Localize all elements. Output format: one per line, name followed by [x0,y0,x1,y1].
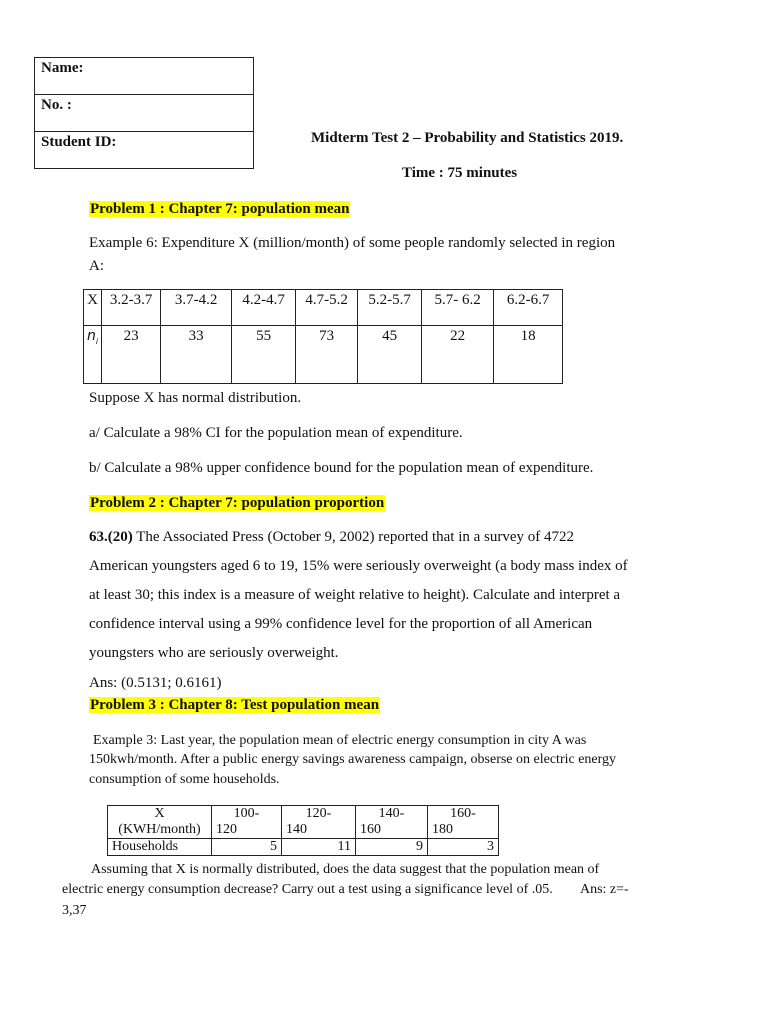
interval-cell: 3.7-4.2 [161,290,232,326]
problem3-heading: Problem 3 : Chapter 8: Test population mean [90,697,380,713]
problem1-example-line2: A: [89,258,104,274]
problem2-answer: Ans: (0.5131; 0.6161) [89,675,222,691]
interval-cell: 140- 160 [356,806,428,839]
student-id-label: Student ID: [35,132,254,169]
problem1-part-a: a/ Calculate a 98% CI for the population mean of expenditure. [89,425,463,441]
problem3-example-line3: consumption of some households. [89,772,280,787]
expenditure-table [83,289,563,384]
households-cell: 3 [428,839,499,856]
count-cell: 22 [422,326,494,384]
problem3-example-line1: Example 3: Last year, the population mean of electric energy consumption in city A was [93,733,587,748]
interval-cell: 5.2-5.7 [358,290,422,326]
x-kwh-header: X (KWH/month) [108,806,212,839]
name-label: Name: [35,58,254,95]
student-info-box [34,57,254,169]
interval-cell: 6.2-6.7 [494,290,563,326]
count-cell: 45 [358,326,422,384]
consumption-table [107,805,499,856]
count-cell: 33 [161,326,232,384]
n-header: $n_i$ [84,326,102,384]
households-cell: 5 [212,839,282,856]
problem1-example-line1: Example 6: Expenditure X (million/month) of some people randomly selected in region [89,235,616,251]
count-cell: 18 [494,326,563,384]
problem1-heading: Problem 1 : Chapter 7: population mean [90,201,350,217]
problem3-question-line3: 3,37 [62,903,87,918]
households-cell: 9 [356,839,428,856]
interval-cell: 5.7- 6.2 [422,290,494,326]
exam-title: Midterm Test 2 – Probability and Statistics 2019. [311,130,624,146]
problem3-example-line2: 150kwh/month. After a public energy savings awareness campaign, obserse on electric energy [89,752,617,767]
problem1-part-b: b/ Calculate a 98% upper confidence bound for the population mean of expenditure. [89,460,594,476]
number-label: No. : [35,95,254,132]
count-cell: 73 [296,326,358,384]
count-cell: 23 [102,326,161,384]
problem2-number: 63.(20) [89,529,133,545]
problem2-line3: at least 30; this index is a measure of weight relative to height). Calculate and interpret a [89,587,621,603]
problem3-question-line2: electric energy consumption decrease? Carry out a test using a significance level of .05. Ans: z=- [62,882,629,897]
exam-time: Time : 75 minutes [402,165,518,181]
interval-cell: 160- 180 [428,806,499,839]
problem2-line2: American youngsters aged 6 to 19, 15% were seriously overweight (a body mass index of [89,558,628,574]
x-header: X [84,290,102,326]
problem2-line4: confidence interval using a 99% confidence level for the proportion of all American [89,616,593,632]
interval-cell: 4.7-5.2 [296,290,358,326]
households-cell: 11 [282,839,356,856]
problem1-suppose: Suppose X has normal distribution. [89,390,302,406]
problem2-line1: 63.(20) The Associated Press (October 9, 2002) reported that in a survey of 4722 [89,529,575,545]
households-label: Households [108,839,212,856]
count-cell: 55 [232,326,296,384]
problem3-question-line1: Assuming that X is normally distributed, does the data suggest that the population mean of [91,862,600,877]
problem2-line5: youngsters who are seriously overweight. [89,645,339,661]
interval-cell: 120- 140 [282,806,356,839]
interval-cell: 100- 120 [212,806,282,839]
interval-cell: 4.2-4.7 [232,290,296,326]
problem2-heading: Problem 2 : Chapter 7: population proportion [90,495,385,511]
interval-cell: 3.2-3.7 [102,290,161,326]
